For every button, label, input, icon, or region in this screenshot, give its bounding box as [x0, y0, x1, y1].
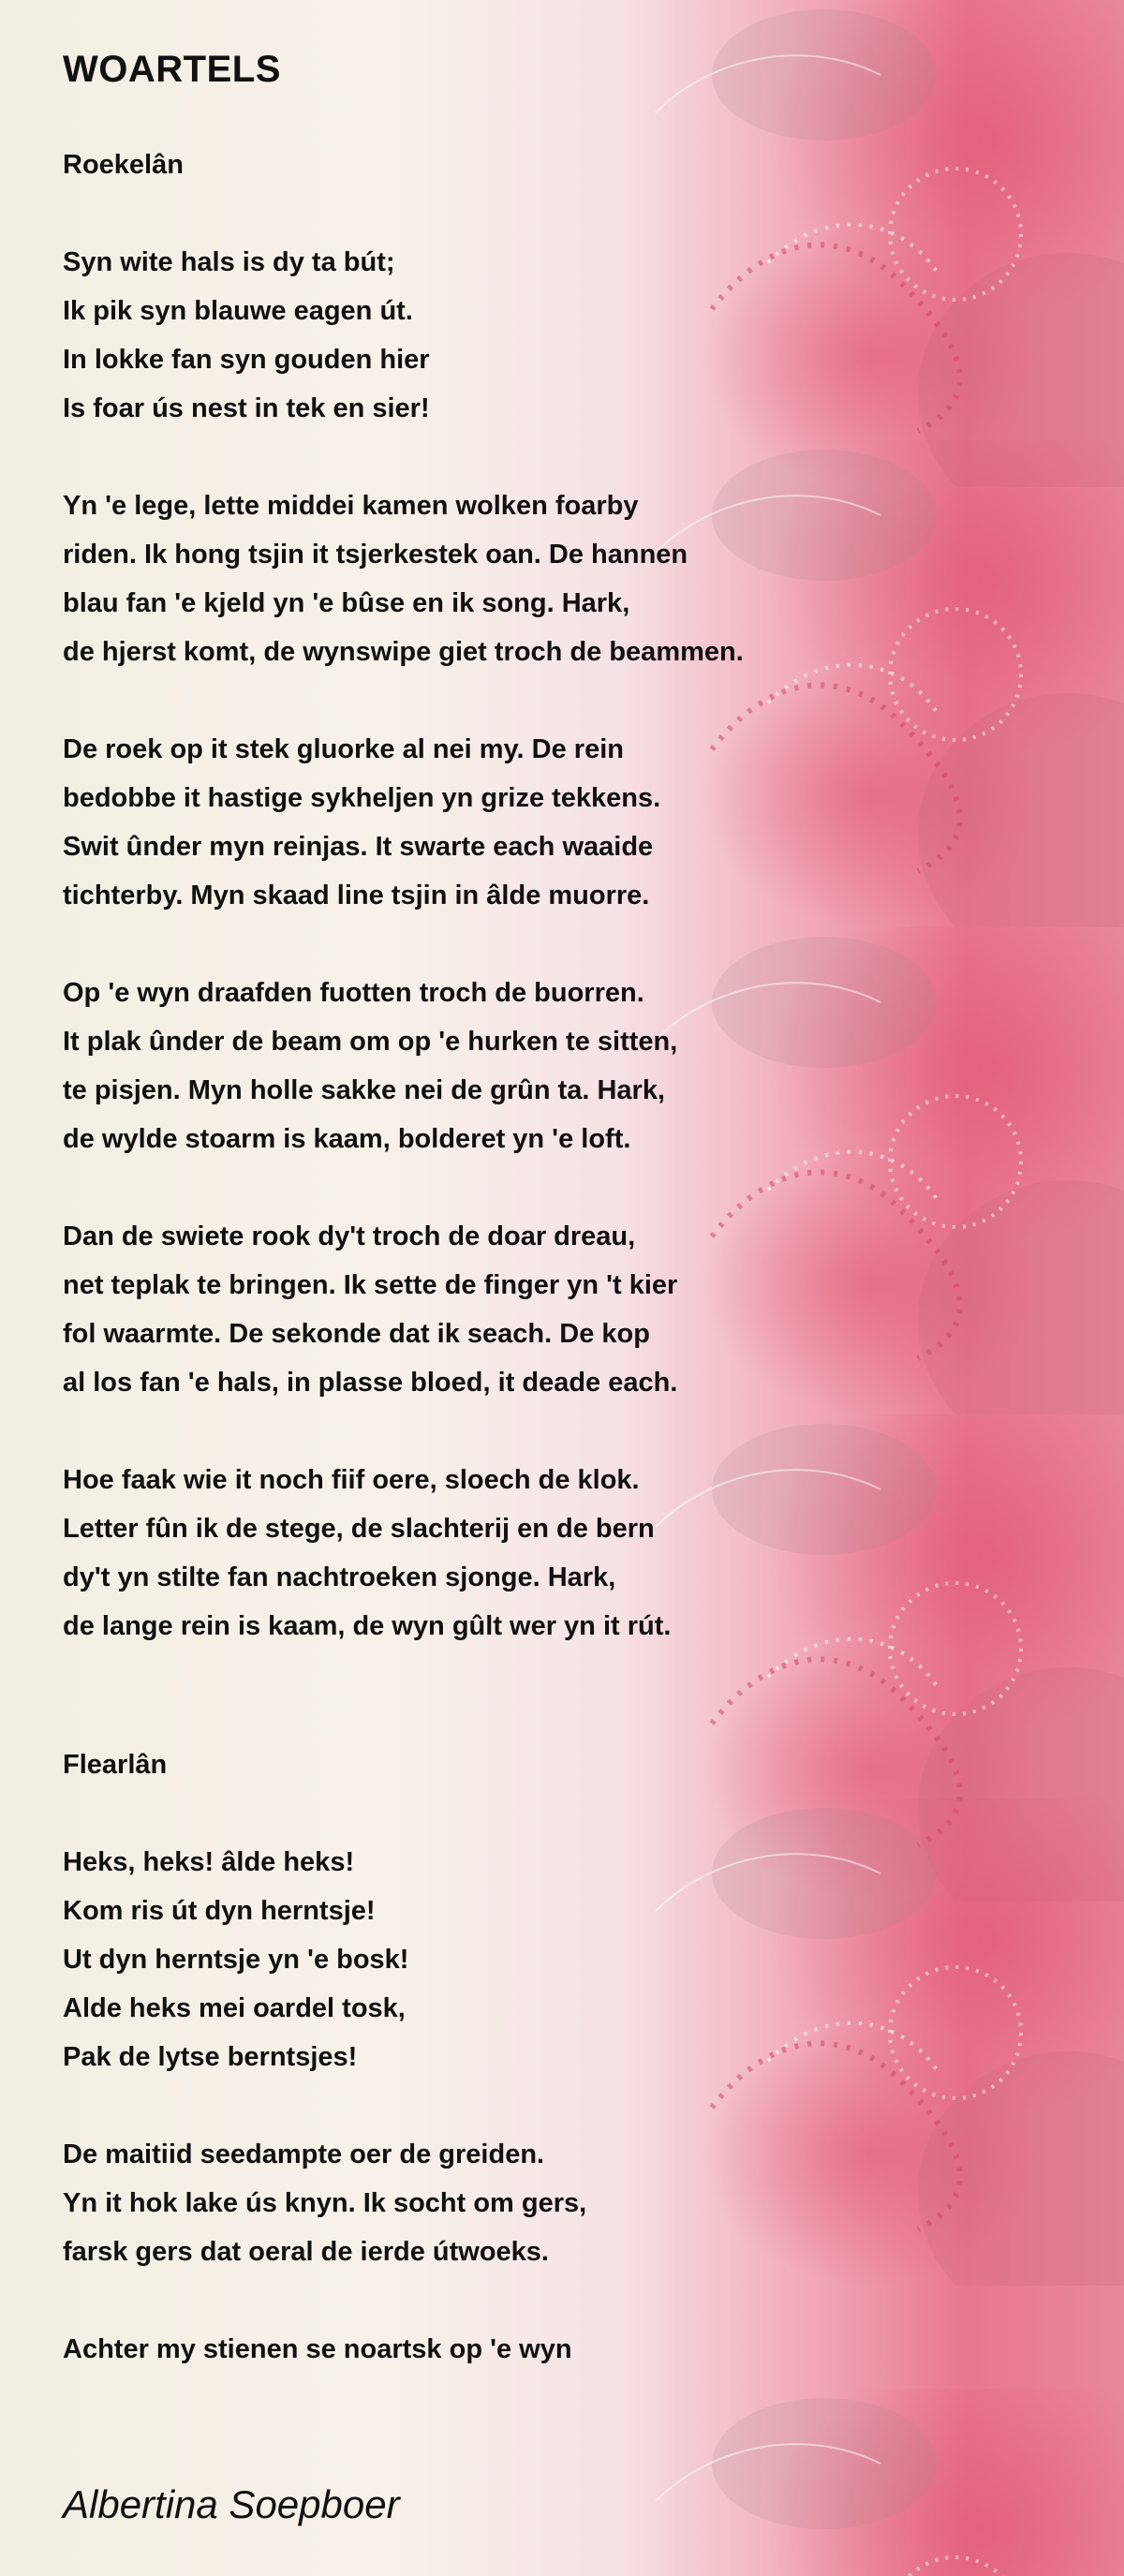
section-heading: Roekelân: [63, 150, 184, 180]
poem-line: tichterby. Myn skaad line tsjin in âlde muorre.: [63, 881, 650, 910]
poem-author: Albertina Soepboer: [63, 2482, 400, 2526]
poem-line: Letter fûn ik de stege, de slachterij en de bern: [63, 1514, 655, 1544]
poem-line: Yn 'e lege, lette middei kamen wolken foarby: [63, 491, 639, 521]
poem-line: blau fan 'e kjeld yn 'e bûse en ik song. Hark,: [63, 588, 630, 618]
poem-line: de lange rein is kaam, de wyn gûlt wer yn it rút.: [63, 1611, 672, 1641]
poem-line: Ut dyn herntsje yn 'e bosk!: [63, 1945, 409, 1975]
poem-line: al los fan 'e hals, in plasse bloed, it deade each.: [63, 1368, 678, 1398]
poem-line: It plak ûnder de beam om op 'e hurken te sitten,: [63, 1027, 678, 1057]
poem-line: bedobbe it hastige sykheljen yn grize tekkens.: [63, 783, 661, 813]
poem-line: de hjerst komt, de wynswipe giet troch de beammen.: [63, 637, 744, 667]
poem-line: net teplak te bringen. Ik sette de finger yn 't kier: [63, 1270, 678, 1300]
poem-line: Is foar ús nest in tek en sier!: [63, 393, 430, 423]
poem-line: Yn it hok lake ús knyn. Ik socht om gers,: [63, 2188, 587, 2218]
poem-line: Ik pik syn blauwe eagen út.: [63, 296, 413, 326]
poem-line: De maitiid seedampte oer de greiden.: [63, 2139, 545, 2169]
poem-line: Op 'e wyn draafden fuotten troch de buorren.: [63, 978, 644, 1008]
poem-line: Kom ris út dyn herntsje!: [63, 1896, 376, 1926]
poem-line: Pak de lytse berntsjes!: [63, 2042, 358, 2072]
poem-line: te pisjen. Myn holle sakke nei de grûn ta. Hark,: [63, 1075, 666, 1105]
section-heading: Flearlân: [63, 1750, 168, 1780]
poem-line: Swit ûnder myn reinjas. It swarte each waaide: [63, 832, 654, 862]
poem-line: Syn wite hals is dy ta bút;: [63, 247, 395, 277]
poem-line: Achter my stienen se noartsk op 'e wyn: [63, 2334, 572, 2364]
poem-line: Dan de swiete rook dy't troch de doar dreau,: [63, 1221, 636, 1251]
poem-line: farsk gers dat oeral de ierde útwoeks.: [63, 2237, 549, 2267]
poem-line: In lokke fan syn gouden hier: [63, 345, 430, 375]
poem-line: Alde heks mei oardel tosk,: [63, 1993, 406, 2023]
poem-line: Hoe faak wie it noch fiif oere, sloech de klok.: [63, 1465, 640, 1495]
poem-line: dy't yn stilte fan nachtroeken sjonge. Hark,: [63, 1562, 616, 1592]
poem-line: riden. Ik hong tsjin it tsjerkestek oan. De hannen: [63, 540, 688, 570]
poem-line: fol waarmte. De sekonde dat ik seach. De kop: [63, 1319, 650, 1349]
poem-line: Heks, heks! âlde heks!: [63, 1847, 355, 1877]
poem-title: WOARTELS: [63, 49, 281, 90]
poem-line: De roek op it stek gluorke al nei my. De rein: [63, 734, 624, 764]
poem-line: de wylde stoarm is kaam, bolderet yn 'e loft.: [63, 1124, 631, 1154]
